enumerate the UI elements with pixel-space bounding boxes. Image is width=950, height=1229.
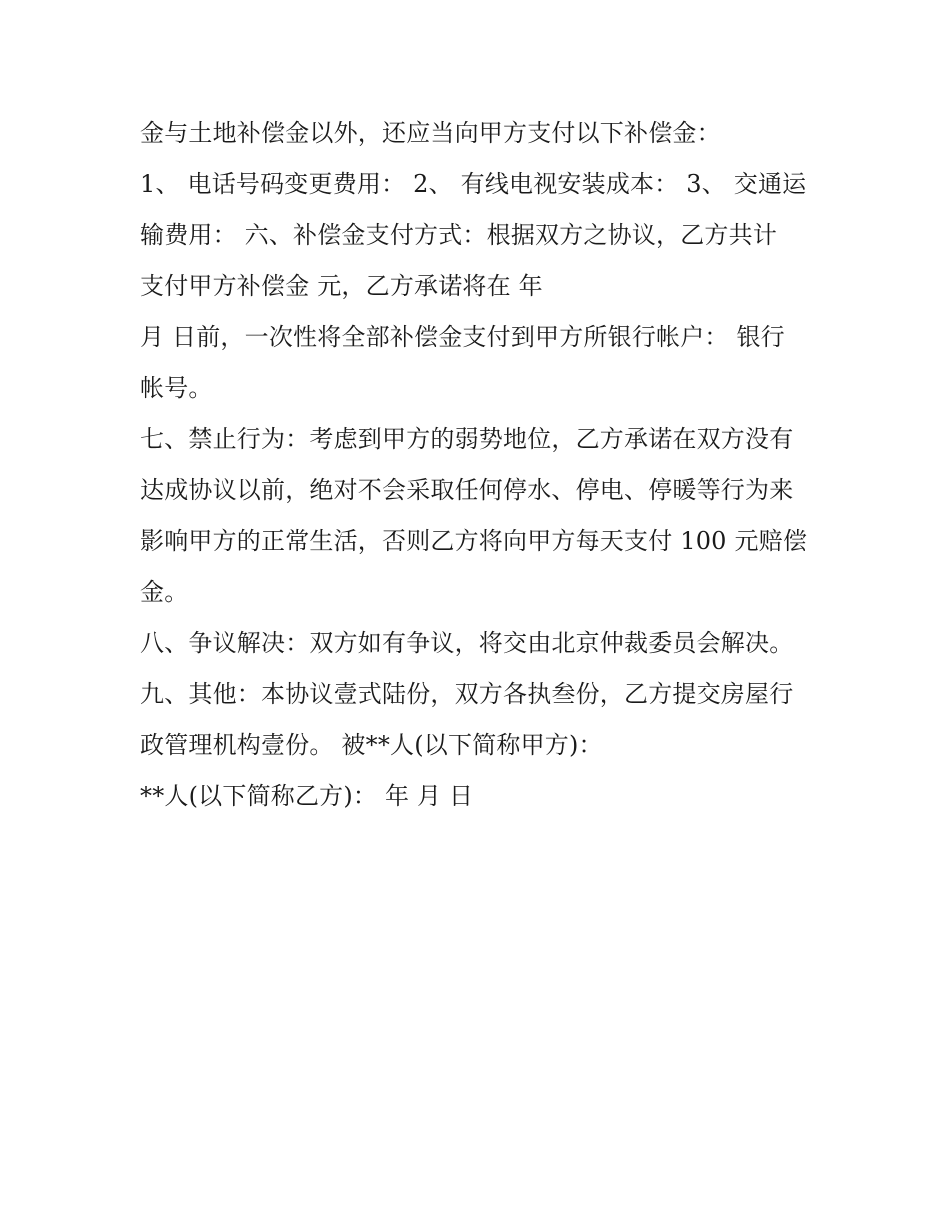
text-line: 八、争议解决：双方如有争议，将交由北京仲裁委员会解决。 xyxy=(140,629,794,657)
text-line: 达成协议以前，绝对不会采取任何停水、停电、停暖等行为来 xyxy=(140,476,794,504)
text-line: 1、 电话号码变更费用： 2、 有线电视安装成本： 3、 交通运 xyxy=(140,170,807,198)
text-line: 月 日前，一次性将全部补偿金支付到甲方所银行帐户： 银行 xyxy=(140,323,785,351)
text-line: 金与土地补偿金以外，还应当向甲方支付以下补偿金： xyxy=(140,119,721,147)
text-line: **人(以下简称乙方)： 年 月 日 xyxy=(140,782,474,810)
text-line: 输费用： 六、补偿金支付方式：根据双方之协议，乙方共计 xyxy=(140,221,778,249)
text-line: 支付甲方补偿金 元，乙方承诺将在 年 xyxy=(140,272,543,300)
text-line: 七、禁止行为：考虑到甲方的弱势地位，乙方承诺在双方没有 xyxy=(140,425,794,453)
text-line: 九、其他：本协议壹式陆份，双方各执叁份，乙方提交房屋行 xyxy=(140,680,794,708)
agreement-text xyxy=(140,108,820,822)
text-line: 帐号。 xyxy=(140,374,213,402)
text-line: 金。 xyxy=(140,578,189,606)
text-line: 政管理机构壹份。 被**人(以下简称甲方)： xyxy=(140,731,603,759)
text-line: 影响甲方的正常生活，否则乙方将向甲方每天支付 100 元赔偿 xyxy=(140,527,808,555)
